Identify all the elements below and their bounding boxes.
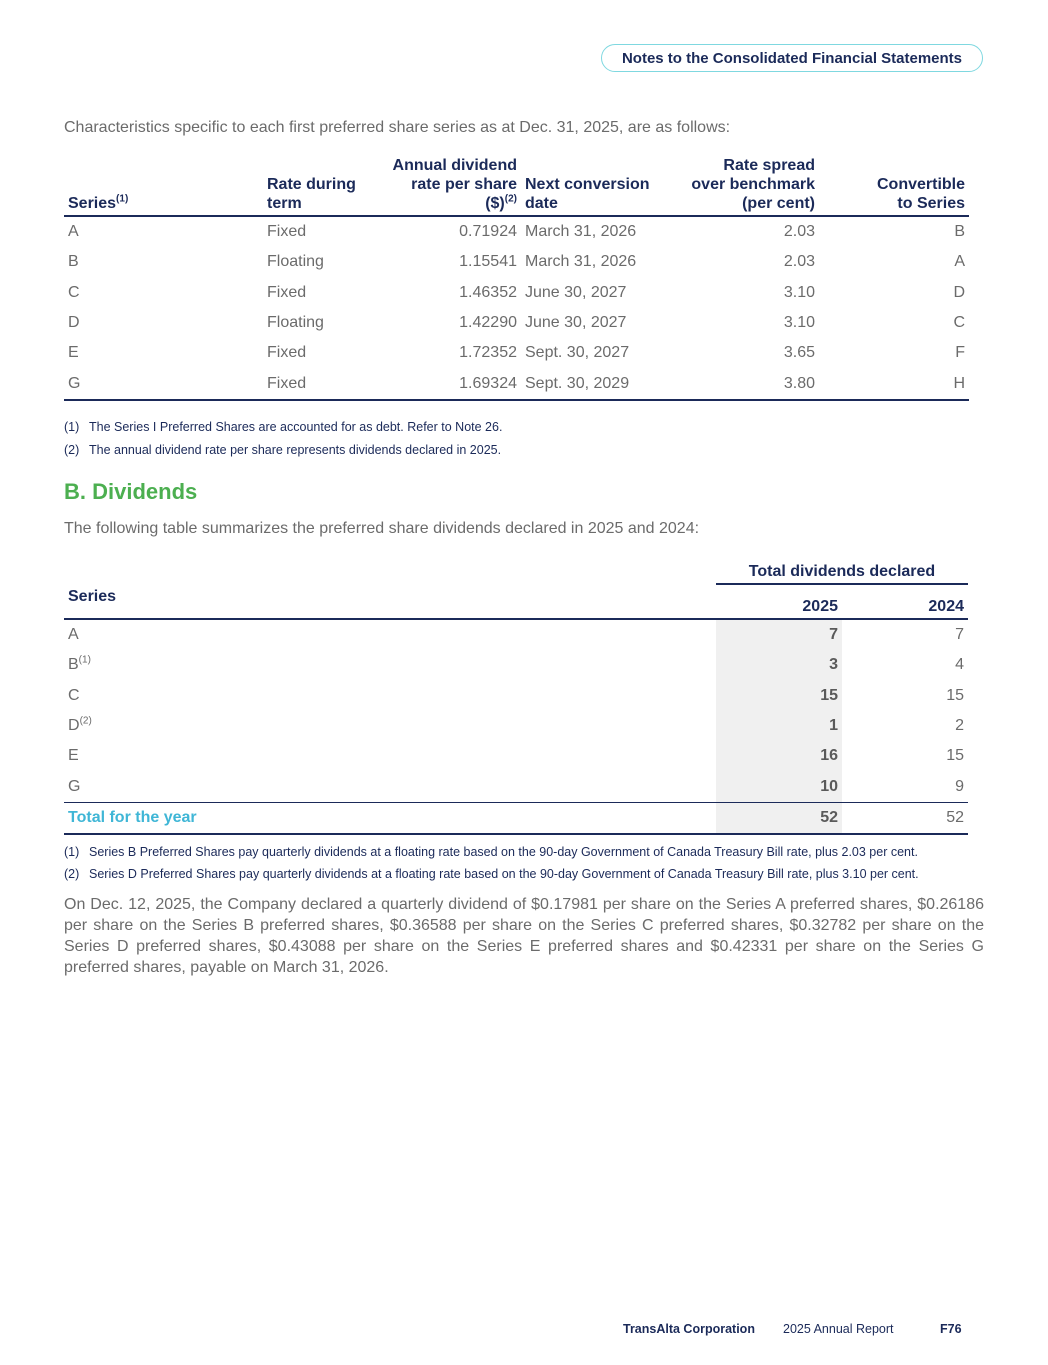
- footnote-1: (1) The Series I Preferred Shares are accounted for as debt. Refer to Note 26.: [64, 420, 503, 434]
- col-header-2025: 2025: [716, 584, 842, 619]
- cell-2025: 10: [716, 771, 842, 802]
- col-header-series: Series$^{(1)}$: [64, 156, 263, 216]
- col-header-2024: 2024: [842, 584, 968, 619]
- total-label: Total for the year: [64, 802, 716, 834]
- cell-2024: 2: [955, 717, 964, 735]
- cell-convertible: H: [819, 368, 969, 399]
- total-2024: 52: [842, 802, 968, 834]
- header-spacer: [64, 557, 716, 584]
- cell-conversion-date: Sept. 30, 2029: [521, 368, 685, 399]
- cell-rate-spread: 3.10: [783, 283, 815, 301]
- cell-2025: 7: [716, 619, 842, 650]
- cell-convertible: F: [955, 344, 965, 362]
- cell-series: E: [68, 747, 79, 765]
- cell-series: $B^{(1)}$: [68, 655, 91, 674]
- cell-series: C: [68, 283, 80, 301]
- table-row: [64, 308, 969, 338]
- cell-rate-spread: 3.65: [783, 344, 815, 362]
- table-row: [64, 338, 969, 368]
- cell-2025: 15: [716, 681, 842, 711]
- cell-2025: 16: [716, 741, 842, 771]
- dividends-declared-table: [64, 557, 968, 835]
- cell-rate-term: Fixed: [263, 368, 381, 399]
- cell-2025: 1: [716, 711, 842, 741]
- footnote-2: (2) The annual dividend rate per share represents dividends declared in 2025.: [64, 443, 502, 457]
- total-row: [64, 802, 968, 834]
- cell-dividend-rate: 1.46352: [459, 283, 517, 301]
- cell-conversion-date: March 31, 2026: [525, 223, 637, 241]
- table-row: [64, 650, 968, 680]
- cell-series: E: [68, 344, 79, 362]
- cell-series: A: [68, 626, 79, 644]
- table-row: [64, 368, 969, 399]
- cell-rate-term: Floating: [267, 253, 324, 271]
- cell-convertible: A: [954, 253, 965, 271]
- cell-conversion-date: March 31, 2026: [525, 253, 637, 271]
- cell-series: A: [68, 223, 79, 241]
- cell-series: $D^{(2)}$: [68, 715, 92, 735]
- cell-rate-spread: 3.10: [783, 314, 815, 332]
- table-row: [64, 711, 968, 741]
- cell-series: D: [68, 314, 80, 332]
- cell-dividend-rate: 0.71924: [459, 223, 517, 241]
- cell-dividend-rate: 1.72352: [459, 344, 517, 362]
- col-header-rate-term: Rate during term: [263, 156, 381, 216]
- cell-convertible: C: [953, 314, 965, 332]
- table1-intro: Characteristics specific to each first preferred share series as at Dec. 31, 2025, are as follows:: [64, 119, 731, 136]
- footer-report: 2025 Annual Report: [783, 1322, 894, 1336]
- col-header-rate-spread: Rate spread over benchmark (per cent): [685, 156, 819, 216]
- preferred-share-characteristics-table: [64, 156, 969, 401]
- cell-rate-term: Fixed: [267, 223, 307, 241]
- cell-dividend-rate: 1.15541: [459, 253, 517, 271]
- section-title: B. Dividends: [64, 479, 198, 504]
- col-header-series: Series: [64, 584, 716, 619]
- total-2025: 52: [716, 802, 842, 834]
- cell-2025: 3: [716, 650, 842, 680]
- page-number: F76: [940, 1322, 962, 1336]
- cell-series: G: [68, 777, 81, 795]
- cell-2024: 15: [946, 686, 964, 704]
- cell-conversion-date: Sept. 30, 2027: [525, 344, 630, 362]
- col-header-convertible: Convertible to Series: [819, 156, 969, 216]
- table-header-row: [64, 156, 969, 216]
- col-header-conversion-date: Next conversion date: [521, 156, 685, 216]
- table-row: [64, 278, 969, 308]
- cell-rate-spread: 3.80: [685, 368, 819, 399]
- table-header-row: [64, 584, 968, 619]
- cell-series: G: [64, 368, 263, 399]
- cell-rate-term: Floating: [267, 314, 324, 332]
- section-header-tab: Notes to the Consolidated Financial Statements: [601, 44, 983, 72]
- table-header-row: [64, 557, 968, 584]
- cell-rate-spread: 2.03: [783, 223, 815, 241]
- cell-rate-spread: 2.03: [783, 253, 815, 271]
- cell-dividend-rate: 1.69324: [381, 368, 521, 399]
- dividend-declaration-paragraph: On Dec. 12, 2025, the Company declared a quarterly dividend of $0.17981 per share on the Series A preferred shares, $0.26186 per share on the Series B preferred shares, $0.36588 per share on the Series C preferred shares, $0.32782 per share on the Series D preferred shares, $0.43088 per share on the Series E preferred shares and $0.42331 per share on the Series G preferred shares, payable on March 31, 2026.: [64, 896, 984, 976]
- cell-series: C: [68, 686, 80, 704]
- cell-2024: 15: [946, 747, 964, 765]
- cell-2024: 4: [955, 656, 964, 674]
- footnote-2: (2) Series D Preferred Shares pay quarterly dividends at a floating rate based on the 90-day Government of Canada Treasury Bill rate, plus 3.10 per cent.: [64, 867, 919, 881]
- cell-rate-term: Fixed: [267, 344, 307, 362]
- cell-conversion-date: June 30, 2027: [525, 314, 627, 332]
- table-row: [64, 247, 969, 277]
- table-row: [64, 771, 968, 802]
- footnote-1: (1) Series B Preferred Shares pay quarterly dividends at a floating rate based on the 90-day Government of Canada Treasury Bill rate, plus 2.03 per cent.: [64, 845, 918, 859]
- cell-convertible: B: [954, 223, 965, 241]
- cell-2024: 7: [955, 626, 964, 644]
- table-row: [64, 741, 968, 771]
- table-row: [64, 619, 968, 650]
- cell-2024: 9: [955, 777, 964, 795]
- table-row: [64, 216, 969, 247]
- footer-company: TransAlta Corporation: [623, 1322, 755, 1336]
- col-header-dividend-rate: Annual dividend rate per share ($)$^{(2)}$: [381, 156, 521, 216]
- cell-convertible: D: [953, 283, 965, 301]
- cell-conversion-date: June 30, 2027: [525, 283, 627, 301]
- cell-series: B: [68, 253, 79, 271]
- group-header-total-dividends: Total dividends declared: [716, 557, 968, 584]
- cell-dividend-rate: 1.42290: [459, 314, 517, 332]
- cell-rate-term: Fixed: [267, 283, 307, 301]
- table-row: [64, 681, 968, 711]
- table2-intro: The following table summarizes the preferred share dividends declared in 2025 and 2024:: [64, 520, 700, 537]
